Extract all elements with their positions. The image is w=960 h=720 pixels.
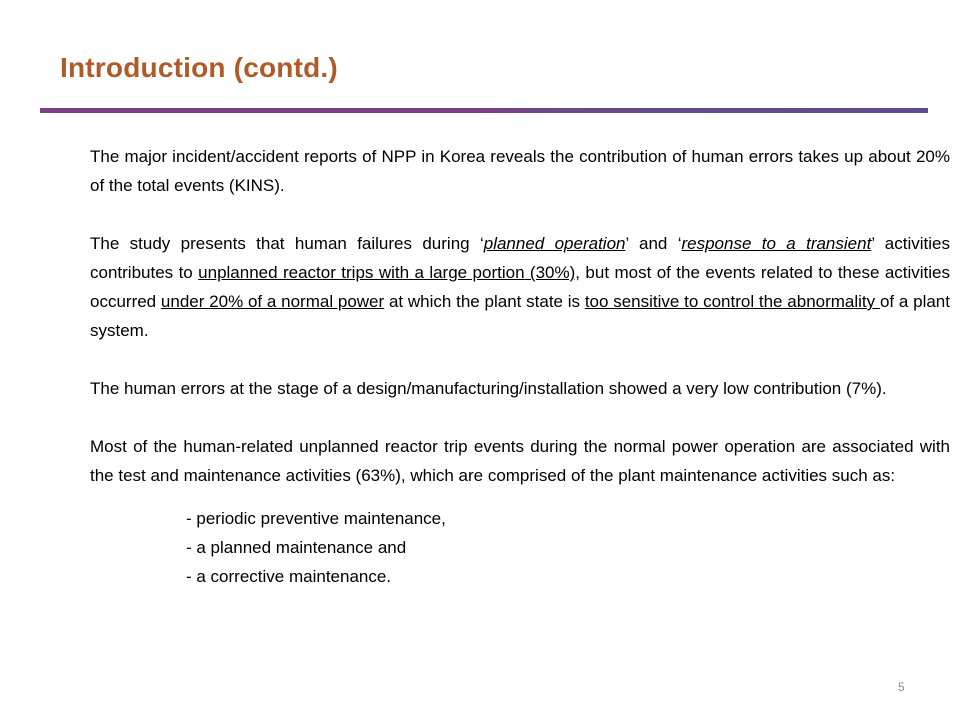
text-segment: ’ activities contributes to <box>90 234 950 282</box>
paragraph-design-errors: The human errors at the stage of a design/manufacturing/installation showed a very low contribution (7%). <box>90 379 887 398</box>
paragraph-human-error-share: The major incident/accident reports of NPP in Korea reveals the contribution of human errors takes up about 20% of the total events (KINS). <box>90 147 950 195</box>
slide-title: Introduction (contd.) <box>60 52 338 83</box>
list-item: - a corrective maintenance. <box>186 567 392 586</box>
paragraph-maintenance-activities: Most of the human-related unplanned reactor trip events during the normal power operation are associated with the test and maintenance activities (63%), which are comprised of the plant maintenance activities such as: <box>90 437 950 485</box>
text-segment: at which the plant state is <box>384 292 585 311</box>
text-segment: of a plant system. <box>90 292 950 340</box>
list-item: - periodic preventive maintenance, <box>186 509 446 528</box>
text-segment: ’ and ‘ <box>625 234 682 253</box>
list-item: - a planned maintenance and <box>186 538 407 557</box>
underlined-term-planned-operation: planned operation <box>483 234 626 253</box>
page-number: 5 <box>898 680 905 694</box>
underlined-term-response-to-transient: response to a transient <box>681 234 872 253</box>
paragraph-study-findings <box>90 229 950 345</box>
slide-body <box>90 142 950 591</box>
underlined-phrase-abnormality: too sensitive to control the abnormality <box>584 292 880 311</box>
maintenance-list <box>186 504 950 591</box>
text-segment: but most of the events related to these activities occurred <box>90 263 951 311</box>
underlined-phrase-normal-power: under 20% of a normal power <box>160 292 385 311</box>
title-divider <box>40 108 928 113</box>
underlined-phrase-unplanned-trips: unplanned reactor trips with a large portion (30%), <box>198 263 581 282</box>
text-segment: The study presents that human failures during ‘ <box>90 234 484 253</box>
